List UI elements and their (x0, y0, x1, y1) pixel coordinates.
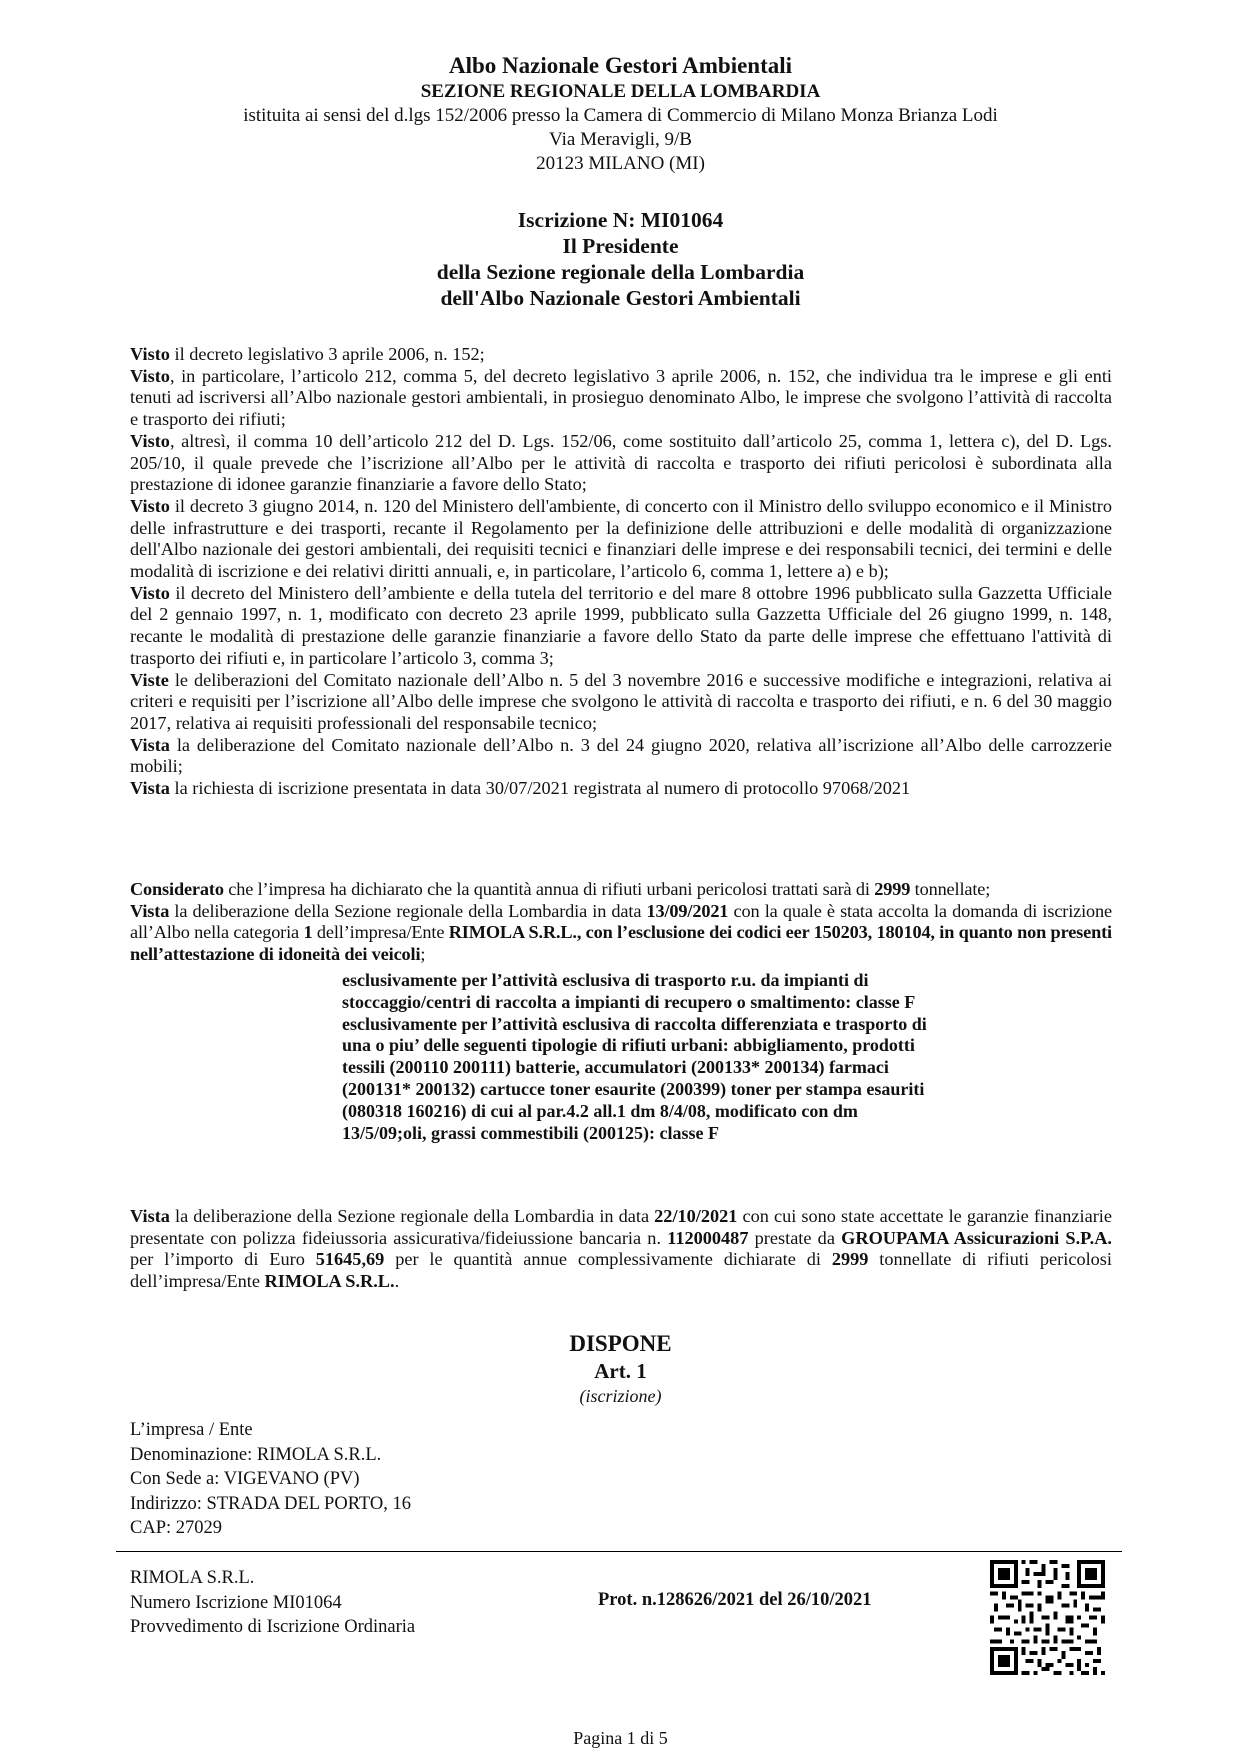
header-section: SEZIONE REGIONALE DELLA LOMBARDIA (420, 81, 821, 102)
considerato-tail: tonnellate; (910, 879, 991, 899)
vista-accolta-end: ; (420, 944, 426, 965)
premise-text: il decreto del Ministero dell’ambiente e della tutela del territorio e del mare 8 ottobre 1996 pubblicato sulla Gazzetta Ufficiale del 2 gennaio 1997, n. 1, modificato con decreto 23 aprile 1999, pubblicato sulla Gazzetta Ufficiale del 26 giugno 1999, n. 148, recante le modalità di prestazione delle garanzie finanziarie a favore dello Stato da parte delle imprese che effettuano l'attività di trasporto dei rifiuti e, in particolare l’articolo 3, comma 3; (130, 582, 1112, 668)
considerato-block (130, 879, 1112, 966)
premise-lead: Viste (130, 669, 169, 690)
footer-divider (116, 1551, 1122, 1552)
premise-lead: Vista (130, 734, 170, 755)
vista-garanzie-t3: prestate da (748, 1227, 842, 1248)
premise-text: , in particolare, l’articolo 212, comma 5, del decreto legislativo 3 aprile 2006, n. 152, che individua tra le imprese e gli enti tenuti ad iscriversi all’Albo nazionale gestori ambientali, in prosieguo denominato Albo, le imprese che svolgono l’attività di raccolta e trasporto dei rifiuti; (130, 365, 1112, 430)
vista-garanzie-lead: Vista (130, 1206, 170, 1226)
header-street: Via Meravigli, 9/B (549, 129, 692, 150)
premise-lead: Vista (130, 778, 170, 799)
protocol-number: Prot. n.128626/2021 del 26/10/2021 (598, 1590, 872, 1610)
company-name: RIMOLA S.R.L. (264, 1271, 395, 1292)
considerato-paragraph (130, 879, 1112, 901)
vista-garanzie-t6: tonnellate di rifiuti pericolosi dell’impresa/Ente (130, 1249, 1112, 1292)
vista-accolta-t1: la deliberazione della Sezione regionale della Lombardia in data (169, 900, 647, 921)
premise-paragraph (130, 344, 1112, 366)
footer-company: RIMOLA S.R.L. (130, 1568, 255, 1588)
premise-lead: Visto (130, 344, 170, 364)
vista-accolta-bold-tail: RIMOLA S.R.L., con l’esclusione dei codici eer 150203, 180104, in quanto non presenti nell’attestazione di idoneità dei veicoli (130, 922, 1112, 965)
entity-details (130, 1418, 411, 1541)
vista-accolta-date: 13/09/2021 (646, 900, 729, 921)
entity-cap: CAP: 27029 (130, 1518, 223, 1538)
vista-garanzie-t2: con cui sono state accettate le garanzie finanziarie presentate con polizza fideiussoria assicurativa/fideiussione bancaria n. (130, 1206, 1112, 1248)
iscrizione-number: Iscrizione N: MI01064 (517, 208, 724, 232)
vista-accolta-paragraph (130, 901, 1112, 966)
vista-garanzie-t4: per l’importo di Euro (130, 1249, 316, 1270)
title-block (0, 207, 1241, 311)
premise-paragraph (130, 496, 1112, 583)
entity-intro: L’impresa / Ente (130, 1420, 253, 1440)
premise-text: la deliberazione del Comitato nazionale dell’Albo n. 3 del 24 giugno 2020, relativa all’iscrizione all’Albo delle carrozzerie mobili; (130, 734, 1112, 777)
dispone-heading (0, 1330, 1241, 1407)
premise-paragraph (130, 583, 1112, 670)
premise-paragraph (130, 366, 1112, 431)
guarantee-amount: 51645,69 (315, 1249, 385, 1270)
vista-accolta-lead: Vista (130, 900, 170, 921)
entity-indirizzo: Indirizzo: STRADA DEL PORTO, 16 (130, 1493, 412, 1514)
vista-accolta-category: 1 (303, 922, 313, 943)
vista-garanzie-t5: per le quantità annue complessivamente dichiarate di (384, 1249, 832, 1270)
premise-lead: Visto (130, 365, 170, 386)
polizza-number: 112000487 (667, 1227, 749, 1248)
premise-paragraph (130, 670, 1112, 735)
article-number: Art. 1 (594, 1359, 647, 1383)
footer-numero: Numero Iscrizione MI01064 (130, 1592, 342, 1613)
premise-text: il decreto legislativo 3 aprile 2006, n. 152; (169, 344, 485, 364)
premise-paragraph (130, 778, 1112, 800)
premise-text: il decreto 3 giugno 2014, n. 120 del Ministero dell'ambiente, di concerto con il Ministro dello sviluppo economico e il Ministro delle infrastrutture e dei trasporti, recante il Regolamento per la definizione delle attribuzioni e delle modalità di organizzazione dell'Albo nazionale dei gestori ambientali, dei requisiti tecnici e finanziari delle imprese e dei responsabili tecnici, dei termini e delle modalità di iscrizione e dei relativi diritti annuali, e, in particolare, l’articolo 6, comma 1, lettere a) e b); (130, 495, 1112, 582)
dispone-title: DISPONE (569, 1331, 672, 1356)
sezione-line: della Sezione regionale della Lombardia (436, 260, 805, 284)
activity-item: esclusivamente per l’attività esclusiva di trasporto r.u. da impianti di stoccaggio/centri di raccolta a impianti di recupero o smaltimento: classe F (342, 970, 916, 1012)
vista-garanzie-t1: la deliberazione della Sezione regionale della Lombardia in data (169, 1206, 655, 1226)
vista-garanzie-end: . (394, 1271, 400, 1292)
declared-quantity: 2999 (831, 1249, 869, 1270)
vista-garanzie-paragraph (130, 1206, 1112, 1293)
considerato-qty: 2999 (874, 879, 911, 899)
considerato-text: che l’impresa ha dichiarato che la quantità annua di rifiuti urbani pericolosi trattati sarà di (223, 879, 875, 899)
entity-denominazione: Denominazione: RIMOLA S.R.L. (130, 1444, 382, 1465)
premises-block (130, 344, 1112, 800)
premise-paragraph (130, 735, 1112, 778)
premise-lead: Visto (130, 430, 170, 451)
qr-code-icon (990, 1560, 1105, 1675)
vista-accolta-t2: con la quale è stata accolta la domanda di iscrizione all’Albo nella categoria (130, 900, 1112, 943)
header-title: Albo Nazionale Gestori Ambientali (448, 53, 793, 78)
premise-lead: Visto (130, 582, 170, 603)
header-city: 20123 MILANO (MI) (536, 153, 705, 174)
document-header (0, 52, 1241, 176)
activity-item: esclusivamente per l’attività esclusiva di raccolta differenziata e trasporto di una o piu’ delle seguenti tipologie di rifiuti urbani: abbigliamento, prodotti tessili (200110 200111) batterie, accumulatori (200133* 200134) farmaci (200131* 200132) cartucce toner esaurite (200399) toner per stampa esauriti (080318 160216) di cui al par.4.2 all.1 dm 8/4/08, modificato con dm 13/5/09;oli, grassi commestibili (200125): classe F (342, 1013, 927, 1143)
vista-garanzie-block (130, 1206, 1112, 1293)
albo-line: dell'Albo Nazionale Gestori Ambientali (440, 286, 801, 310)
article-subtitle: (iscrizione) (579, 1386, 662, 1406)
entity-sede: Con Sede a: VIGEVANO (PV) (130, 1469, 360, 1489)
activities-block (342, 970, 942, 1144)
footer-tipo: Provvedimento di Iscrizione Ordinaria (130, 1617, 416, 1637)
premise-text: , altresì, il comma 10 dell’articolo 212 del D. Lgs. 152/06, come sostituito dall’articolo 25, comma 1, lettera c), del D. Lgs. 205/10, il quale prevede che l’iscrizione all’Albo per le attività di raccolta e trasporto dei rifiuti pericolosi è subordinata alla prestazione di idonee garanzie finanziarie a favore dello Stato; (130, 430, 1112, 495)
premise-text: la richiesta di iscrizione presentata in data 30/07/2021 registrata al numero di protocollo 97068/2021 (169, 778, 911, 799)
considerato-lead: Considerato (130, 879, 224, 899)
header-established: istituita ai sensi del d.lgs 152/2006 presso la Camera di Commercio di Milano Monza Brianza Lodi (243, 105, 998, 126)
footer-info (130, 1566, 415, 1640)
premise-lead: Visto (130, 495, 170, 516)
page-number: Pagina 1 di 5 (573, 1728, 668, 1748)
premise-text: le deliberazioni del Comitato nazionale dell’Albo n. 5 del 3 novembre 2016 e successive modifiche e integrazioni, relativa ai criteri e requisiti per l’iscrizione all’Albo delle imprese che svolgono le attività di raccolta e trasporto dei rifiuti, e n. 6 del 30 maggio 2017, relativa ai requisiti professionali del responsabile tecnico; (130, 669, 1112, 733)
presidente-title: Il Presidente (562, 234, 679, 258)
insurer-name: GROUPAMA Assicurazioni S.P.A. (841, 1227, 1113, 1248)
premise-paragraph (130, 431, 1112, 496)
vista-garanzie-date: 22/10/2021 (654, 1206, 738, 1226)
vista-accolta-t3: dell’impresa/Ente (312, 922, 449, 943)
